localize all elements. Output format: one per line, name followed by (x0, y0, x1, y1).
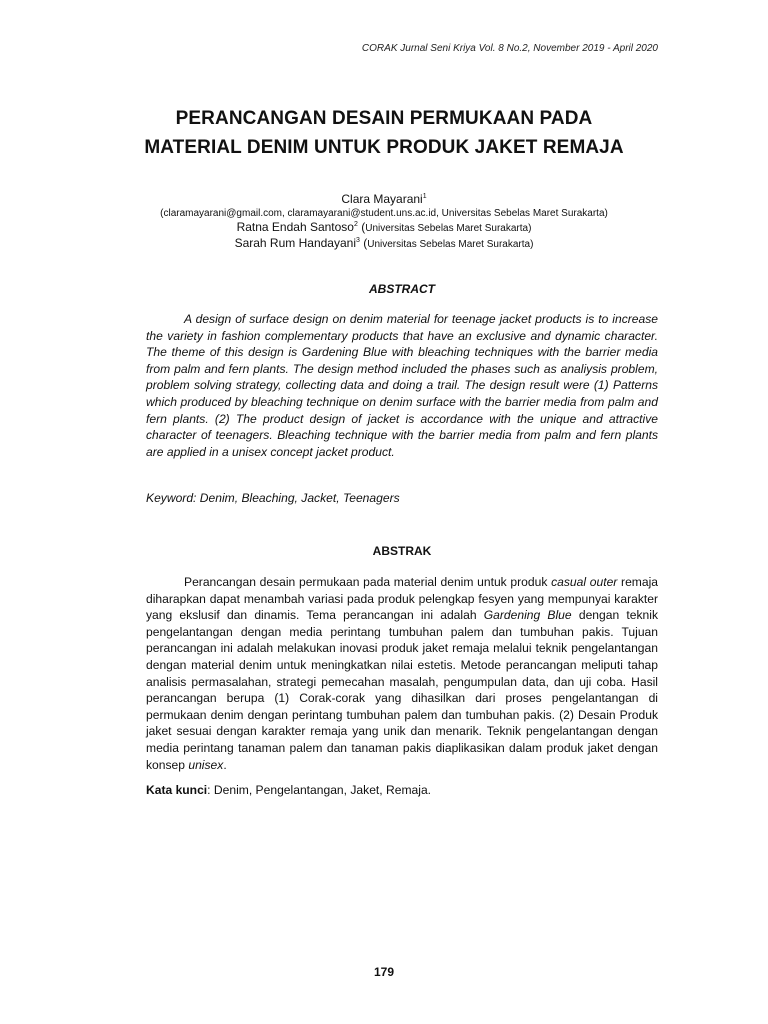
abstract-body: A design of surface design on denim material for teenage jacket products is to increase the variety in fashion complementary products that have an exclusive and dynamic character. The theme of this design is Gardening Blue with bleaching techniques with the barrier media from palm and fern plants. The design method included the phases such as analiysis problem, problem solving strategy, collecting data and doing a trail. The design result were (1) Patterns which produced by bleaching technique on denim surface with the barrier media from palm and fern plants. (2) The product design of jacket is accordance with the unique and attractive character of teenagers. Bleaching technique with the barrier media from palm and fern plants are applied in a unisex concept jacket product. (146, 312, 658, 459)
abstract-heading: ABSTRACT (369, 282, 435, 296)
author-3-name: Sarah Rum Handayani (234, 236, 356, 250)
running-header: CORAK Jurnal Seni Kriya Vol. 8 No.2, November 2019 - April 2020 (361, 43, 658, 54)
paper-title (100, 104, 668, 162)
author-1-affiliation: (claramayarani@gmail.com, claramayarani@student.uns.ac.id, Universitas Sebelas Maret Surakarta) (160, 208, 608, 219)
author-2-sup: 2 (353, 221, 358, 228)
abstrak-keywords (146, 782, 658, 799)
author-block (100, 192, 668, 252)
abstrak-text: Perancangan desain permukaan pada material denim untuk produk casual outer remaja diharapkan dapat menambah variasi pada produk pelengkap fesyen yang mempunyai karakter yang ekslusif dan dinamis. Tema perancangan ini adalah Gardening Blue dengan teknik pengelantangan dengan media perintang tumbuhan palem dan tumbuhan pakis. Tujuan perancangan ini adalah melakukan inovasi produk jaket remaja melalui teknik pengelantangan dengan material denim untuk meningkatkan nilai estetis. Metode perancangan meliputi tahap analisis permasalahan, strategi pemecahan masalah, pengumpulan data, dan uji coba. Hasil perancangan berupa (1) Corak-corak yang dihasilkan dari proses pengelantangan di permukaan denim dengan perintang tumbuhan palem dan tumbuhan pakis. (2) Desain Produk jaket sesuai dengan karakter remaja yang unik dan menarik. Teknik pengelantangan dengan media perintang tanaman palem dan tanaman pakis diaplikasikan dalam produk jaket dengan konsep unisex. (146, 575, 659, 772)
author-1 (100, 192, 668, 207)
author-2-affiliation: Universitas Sebelas Maret Surakarta) (365, 223, 532, 234)
title-line-1: PERANCANGAN DESAIN PERMUKAAN PADA (175, 108, 593, 129)
page-number: 179 (373, 965, 395, 979)
abstract-text (146, 311, 658, 460)
author-3-affiliation: Universitas Sebelas Maret Surakarta) (367, 239, 534, 250)
author-2: Ratna Endah Santoso$^2$ (Universitas Sebelas Maret Surakarta) (236, 220, 532, 234)
author-2-name: Ratna Endah Santoso (236, 220, 354, 234)
abstract-keywords: Keyword: Denim, Bleaching, Jacket, Teenagers (146, 491, 400, 505)
abstrak-heading: ABSTRAK (372, 544, 432, 558)
kata-kunci-text: : Denim, Pengelantangan, Jaket, Remaja. (207, 783, 432, 797)
author-3: Sarah Rum Handayani$^3$ (Universitas Sebelas Maret Surakarta) (234, 236, 534, 250)
author-3-sup: 3 (355, 237, 360, 244)
author-1-sup: 1 (422, 193, 427, 200)
author-1-name: Clara Mayarani (341, 192, 423, 206)
title-line-2: MATERIAL DENIM UNTUK PRODUK JAKET REMAJA (144, 137, 624, 158)
kata-kunci-label: Kata kunci (146, 783, 208, 797)
